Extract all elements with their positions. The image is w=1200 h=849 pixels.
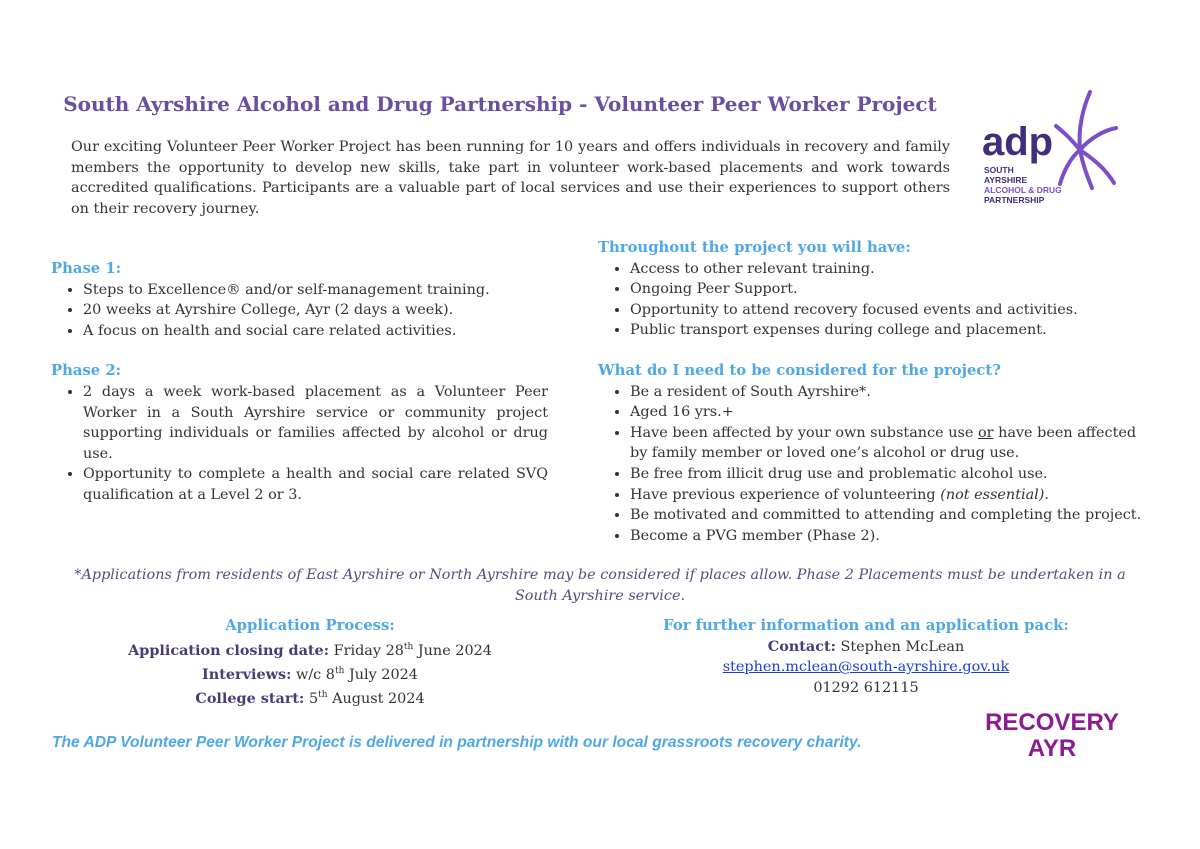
interviews-date: Interviews: w/c 8th July 2024 (202, 665, 418, 683)
page-title: South Ayrshire Alcohol and Drug Partnership - Volunteer Peer Worker Project (63, 92, 937, 116)
recovery-ayr-logo (985, 706, 1120, 761)
adp-logo (980, 88, 1120, 213)
list-item: • Ongoing Peer Support. (630, 279, 1158, 300)
closing-date: Application closing date: Friday 28th June 2024 (128, 641, 492, 659)
list-item: • Opportunity to attend recovery focused events and activities. (630, 300, 1158, 321)
contact-block (616, 616, 1116, 698)
list-item: • Become a PVG member (Phase 2). (630, 526, 1158, 547)
right-column (598, 238, 1158, 546)
list-item: • Be motivated and committed to attending and completing the project. (630, 505, 1158, 526)
eligibility-note: *Applications from residents of East Ayrshire or North Ayrshire may be considered if places allow. Phase 2 Placements must be undertaken in a South Ayrshire service. (74, 567, 1126, 604)
list-item: • 2 days a week work-based placement as a Volunteer Peer Worker in a South Ayrshire service or community project supporting individuals or families affected by alcohol or drug use. (83, 382, 548, 464)
requirements-heading: What do I need to be considered for the project? (598, 361, 1001, 379)
intro-paragraph: Our exciting Volunteer Peer Worker Project has been running for 10 years and offers individuals in recovery and family members the opportunity to develop new skills, take part in volunteer work-based placements and work towards accredited qualifications. Participants are a valuable part of local services and use their experiences to support others on their recovery journey. (71, 139, 950, 217)
list-item: • Have been affected by your own substance use or have been affected by family member or loved one’s alcohol or drug use. (630, 423, 1158, 464)
list-item: • 20 weeks at Ayrshire College, Ayr (2 days a week). (83, 300, 548, 321)
list-item: • Have previous experience of volunteering (not essential). (630, 485, 1158, 506)
application-process (60, 616, 560, 710)
list-item: • Be a resident of South Ayrshire*. (630, 382, 1158, 403)
phase2-heading: Phase 2: (51, 362, 122, 380)
list-item: • Be free from illicit drug use and problematic alcohol use. (630, 464, 1158, 485)
application-heading: Application Process: (225, 617, 395, 634)
svg-text:RECOVERY: RECOVERY (985, 709, 1119, 736)
phase1-heading: Phase 1: (51, 260, 122, 277)
list-item: • Opportunity to complete a health and social care related SVQ qualification at a Level 2 or 3. (83, 464, 548, 505)
contact-person: Contact: Stephen McLean (767, 637, 965, 655)
list-item: • Public transport expenses during college and placement. (630, 320, 1158, 341)
email-link[interactable]: stephen.mclean@south-ayrshire.gov.uk (722, 659, 1010, 676)
recovery-ayr-logo-icon (985, 706, 1120, 761)
adp-star-icon (980, 88, 1120, 213)
phase1-list (51, 280, 548, 342)
phone-number: 01292 612115 (813, 679, 919, 696)
left-column (51, 259, 548, 506)
contact-heading: For further information and an application pack: (663, 617, 1069, 634)
throughout-list (598, 259, 1158, 341)
svg-text:SOUTH: SOUTH (984, 165, 1014, 175)
list-item: • Steps to Excellence® and/or self-management training. (83, 280, 548, 301)
svg-text:AYR: AYR (1027, 735, 1077, 761)
throughout-heading: Throughout the project you will have: (598, 239, 911, 256)
svg-text:ALCOHOL & DRUG: ALCOHOL & DRUG (984, 185, 1062, 195)
svg-text:AYRSHIRE: AYRSHIRE (984, 175, 1028, 185)
college-start-date: College start: 5th August 2024 (195, 690, 425, 708)
phase2-list (51, 382, 548, 506)
requirements-list (598, 382, 1158, 547)
svg-text:PARTNERSHIP: PARTNERSHIP (984, 195, 1045, 205)
list-item: • Aged 16 yrs.+ (630, 402, 1158, 423)
list-item: • Access to other relevant training. (630, 259, 1158, 280)
list-item: • A focus on health and social care related activities. (83, 321, 548, 342)
footer-text: The ADP Volunteer Peer Worker Project is delivered in partnership with our local grassroots recovery charity. (52, 734, 862, 751)
adp-mark: adp (982, 120, 1054, 164)
